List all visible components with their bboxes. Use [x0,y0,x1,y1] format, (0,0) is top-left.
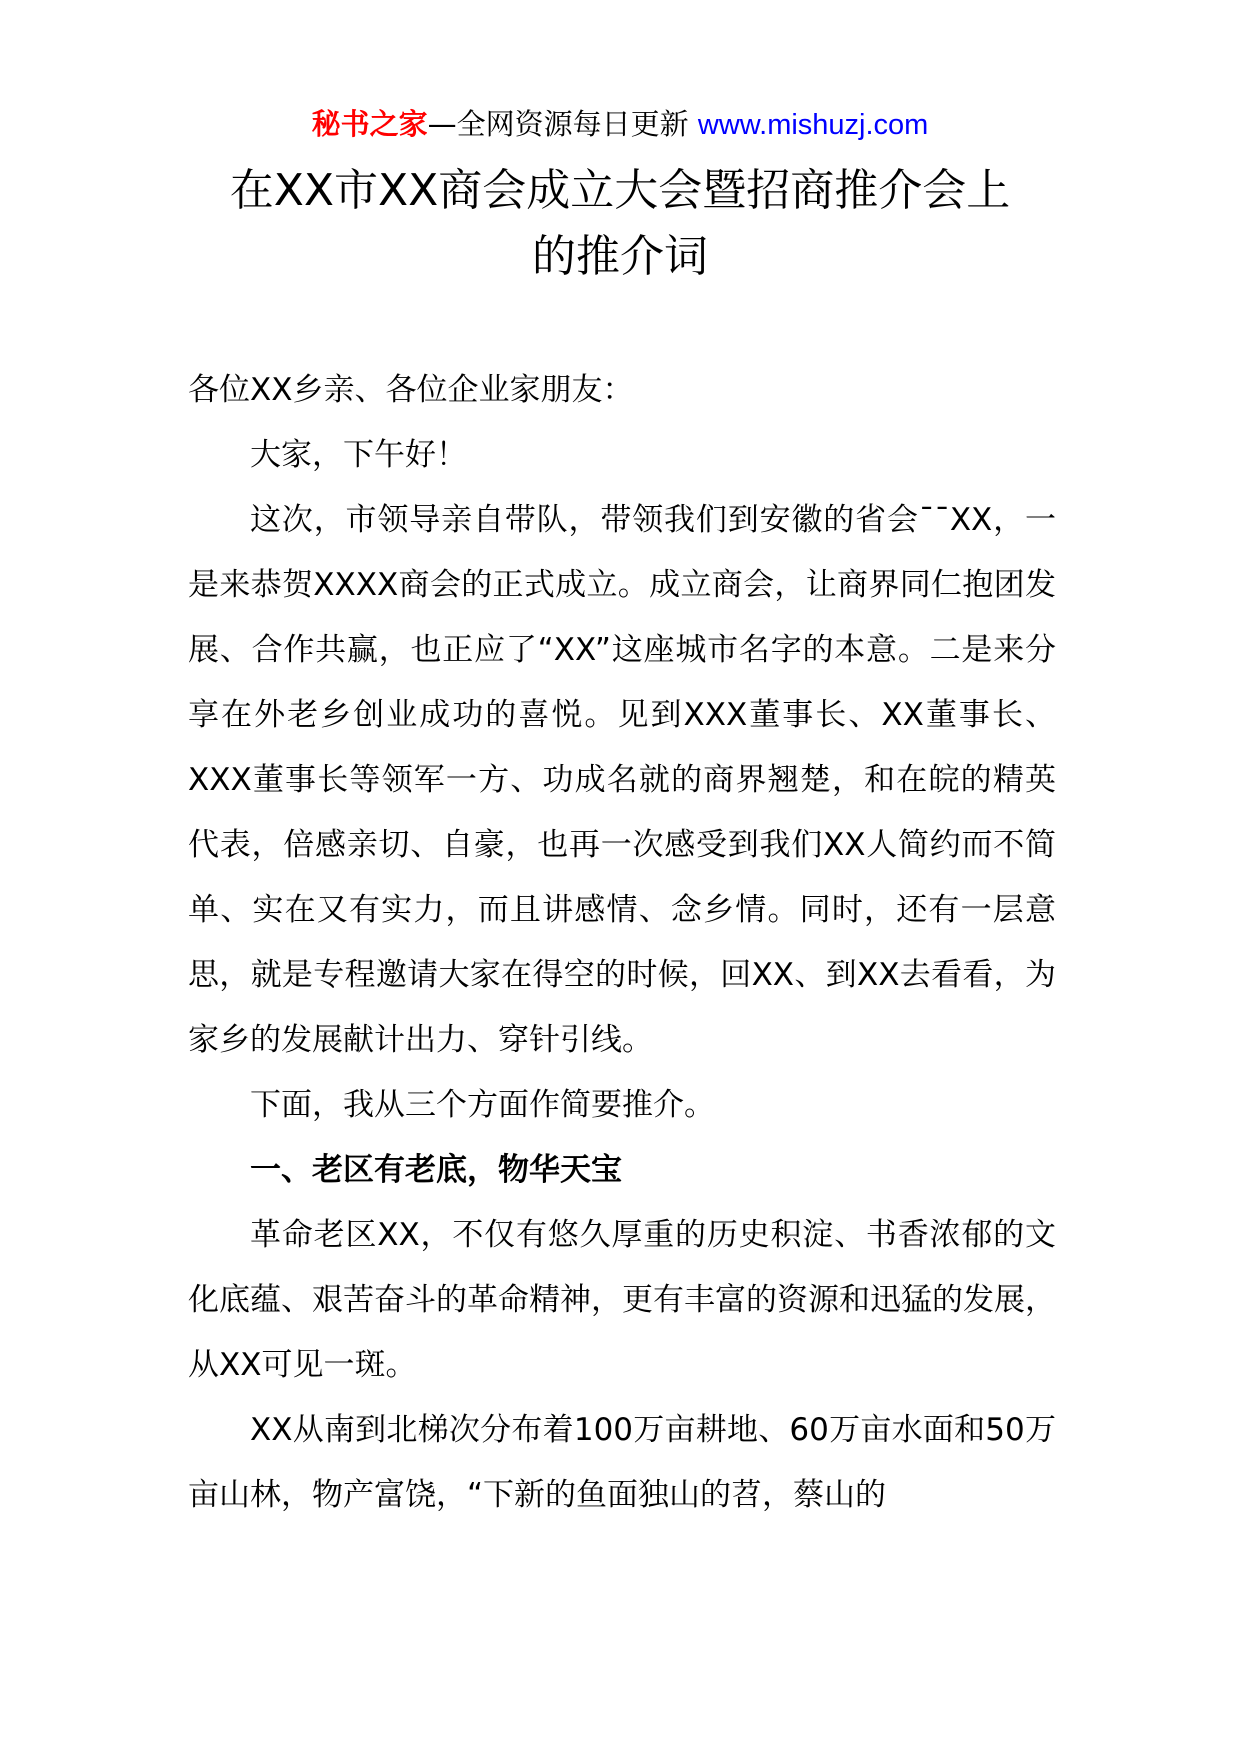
section-1-paragraph-2: XX从南到北梯次分布着100万亩耕地、60万亩水面和50万亩山林，物产富饶，“下新的鱼面独山的苕，蔡山的 [188,1412,1056,1513]
outline-paragraph: 下面，我从三个方面作简要推介。 [250,1087,715,1123]
banner-brand: 秘书之家 [311,107,428,141]
document-title [180,158,1060,290]
site-banner [0,104,1240,145]
banner-url-link[interactable]: www.mishuzj.com [697,109,929,141]
document-title-line-1: 在XX市XX商会成立大会暨招商推介会上 [229,165,1011,216]
document-title-line-2: 的推介词 [532,231,708,282]
salutation: 各位XX乡亲、各位企业家朋友： [188,372,634,408]
section-heading-1: 一、老区有老底，物华天宝 [250,1152,622,1188]
banner-slogan: —全网资源每日更新 [427,107,689,141]
intro-paragraph: 这次，市领导亲自带队，带领我们到安徽的省会¯¯XX，一是来恭贺XXXX商会的正式成立。成立商会，让商界同仁抱团发展、合作共赢，也正应了“XX”这座城市名字的本意。二是来分享在外老乡创业成功的喜悦。见到XXX董事长、XX董事长、XXX董事长等领军一方、功成名就的商界翘楚，和在皖的精英代表，倍感亲切、自豪，也再一次感受到我们XX人简约而不简单、实在又有实力，而且讲感情、念乡情。同时，还有一层意思，就是专程邀请大家在得空的时候，回XX、到XX去看看，为家乡的发展献计出力、穿针引线。 [188,502,1056,1058]
document-body [188,358,1056,1528]
greeting-paragraph: 大家，下午好！ [250,437,467,473]
section-1-paragraph-1: 革命老区XX，不仅有悠久厚重的历史积淀、书香浓郁的文化底蕴、艰苦奋斗的革命精神，更有丰富的资源和迅猛的发展，从XX可见一斑。 [188,1217,1056,1383]
